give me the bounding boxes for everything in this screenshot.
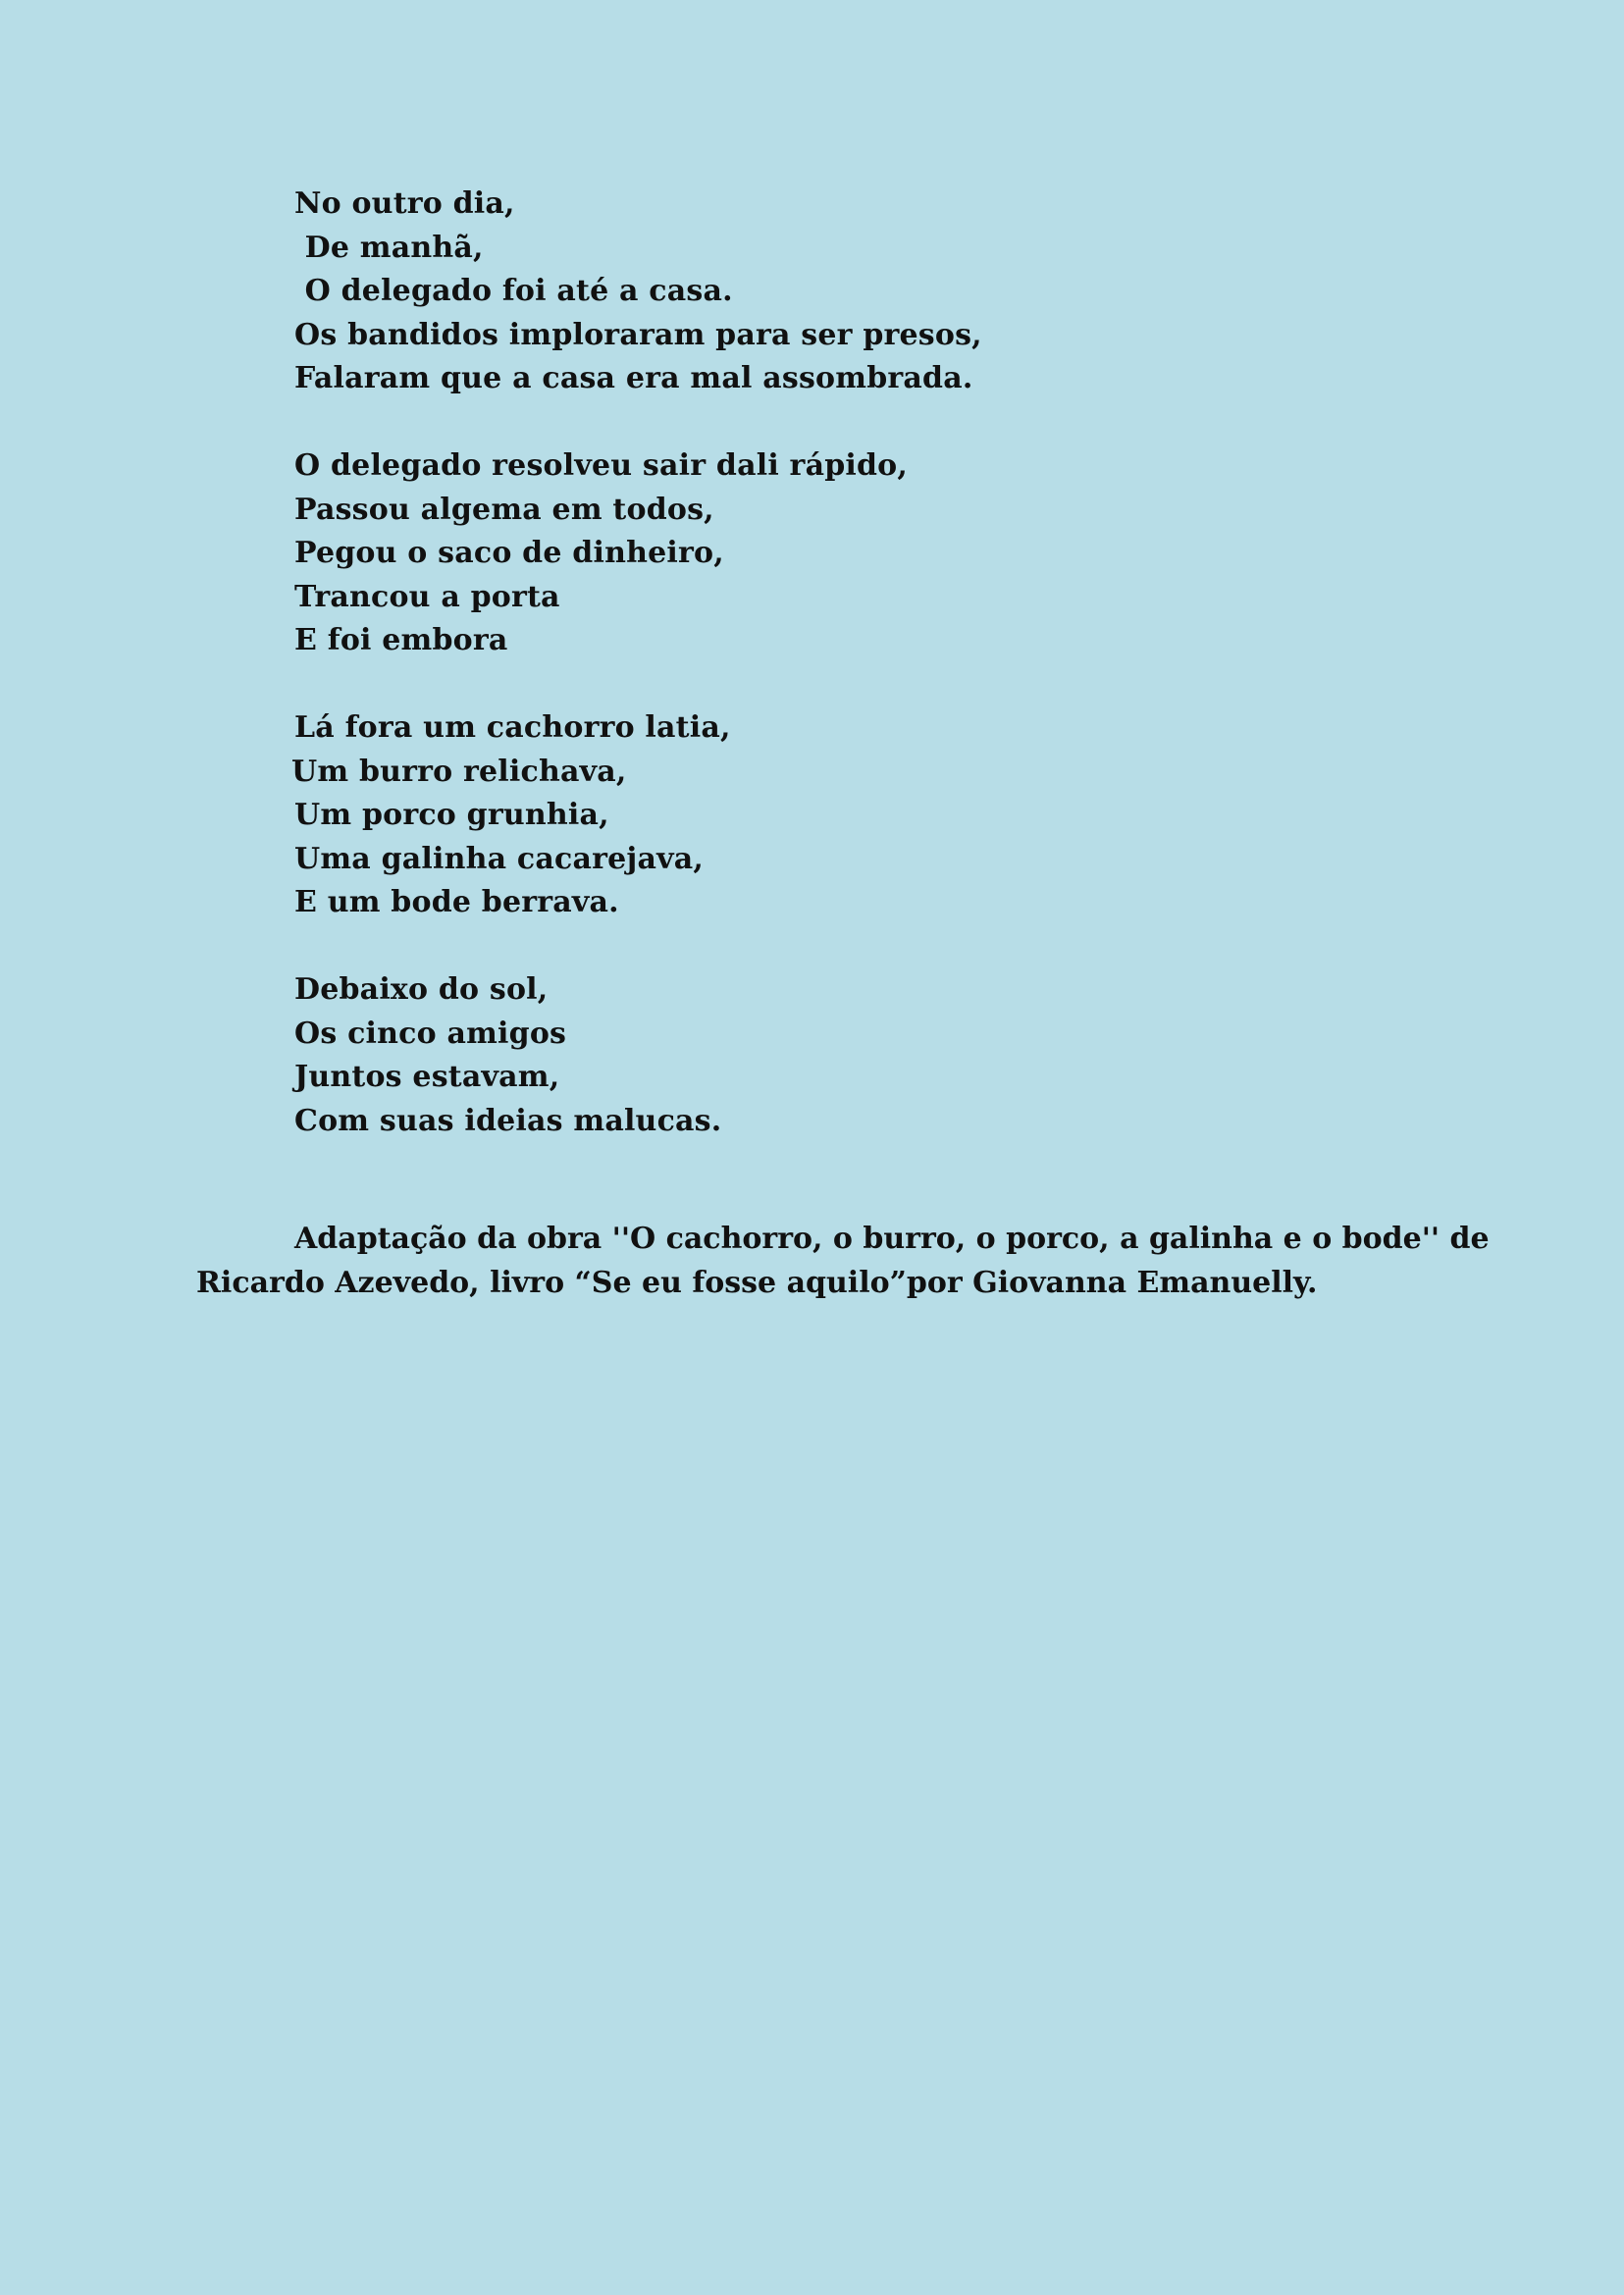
stanza-4 — [294, 968, 1374, 1143]
poem-line: Um burro relichava, — [291, 754, 627, 789]
poem-line: E um bode berrava. — [294, 885, 619, 919]
poem-line: O delegado foi até a casa. — [294, 274, 733, 308]
poem-line: Falaram que a casa era mal assombrada. — [294, 361, 973, 395]
poem-line: Uma galinha cacarejava, — [294, 841, 705, 876]
stanza-2 — [294, 444, 1374, 663]
poem-line: Um porco grunhia, — [294, 798, 609, 832]
poem-line: Os cinco amigos — [294, 1016, 567, 1051]
stanza-3 — [291, 706, 1374, 925]
credit-line-1: Adaptação da obra ''O cachorro, o burro, o porco, a galinha e o bode'' de — [294, 1222, 1490, 1256]
poem-line: Os bandidos imploraram para ser presos, — [294, 317, 982, 352]
poem — [291, 183, 1374, 1187]
poem-line: E foi embora — [294, 623, 508, 657]
poem-line: No outro dia, — [294, 186, 515, 221]
adaptation-credit — [196, 1217, 1490, 1305]
poem-line: Debaixo do sol, — [294, 972, 549, 1007]
credit-line-2: Ricardo Azevedo, livro “Se eu fosse aquilo”por Giovanna Emanuelly. — [196, 1266, 1318, 1300]
poem-line: Pegou o saco de dinheiro, — [294, 536, 724, 570]
poem-line: Trancou a porta — [294, 579, 560, 614]
poem-line: Lá fora um cachorro latia, — [294, 710, 731, 745]
poem-line: Passou algema em todos, — [294, 492, 714, 527]
poem-line: Juntos estavam, — [294, 1060, 560, 1094]
poem-line: Com suas ideias malucas. — [294, 1103, 722, 1138]
poem-line: O delegado resolveu sair dali rápido, — [294, 448, 909, 483]
stanza-1 — [294, 183, 1374, 401]
poem-line: De manhã, — [294, 230, 484, 265]
